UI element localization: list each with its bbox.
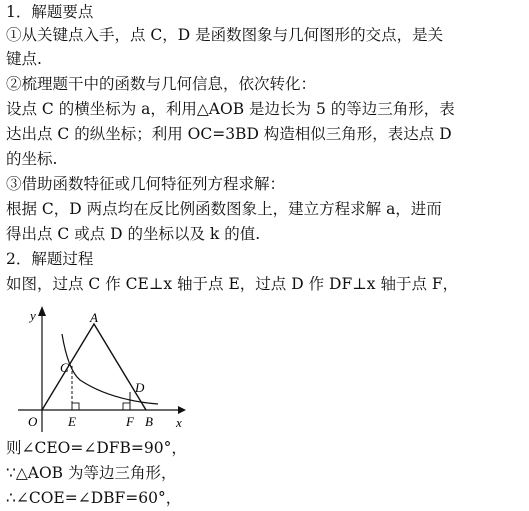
- label-e: E: [68, 414, 76, 429]
- right-angle-f: [123, 403, 130, 410]
- label-c: C: [60, 360, 69, 375]
- step-angles-90: 则∠CEO=∠DFB=90°，: [6, 439, 187, 457]
- point-3-detail-2: 得出点 C 或点 D 的坐标以及 k 的值.: [6, 225, 261, 243]
- point-2-detail-3: 的坐标.: [6, 150, 58, 168]
- point-3-detail-1: 根据 C，D 两点均在反比例函数图象上，建立方程求解 a，进而: [6, 200, 442, 218]
- process-intro: 如图，过点 C 作 CE⊥x 轴于点 E，过点 D 作 DF⊥x 轴于点 F，: [6, 275, 459, 293]
- point-1-text: ①从关键点入手，点 C，D 是函数图象与几何图形的交点，是关: [6, 26, 444, 44]
- point-3-text: ③借助函数特征或几何特征列方程求解：: [6, 175, 286, 193]
- label-x: x: [176, 415, 182, 430]
- step-angles-60: ∴∠COE=∠DBF=60°，: [6, 489, 182, 507]
- point-2-detail-2: 达出点 C 的纵坐标；利用 OC=3BD 构造相似三角形，表达点 D: [6, 125, 452, 143]
- right-angle-e: [72, 403, 79, 410]
- section-2-heading: 2．解题过程: [6, 250, 94, 268]
- point-1-text-cont: 键点.: [6, 50, 42, 68]
- x-axis-arrow: [178, 406, 186, 414]
- label-b: B: [145, 414, 153, 429]
- point-2-detail-1: 设点 C 的横坐标为 a，利用△AOB 是边长为 5 的等边三角形，表: [6, 100, 455, 118]
- y-axis-arrow: [38, 306, 46, 316]
- geometry-figure: [10, 300, 190, 440]
- label-y: y: [30, 308, 36, 323]
- label-a: A: [90, 310, 98, 325]
- label-o: O: [28, 414, 38, 429]
- point-2-text: ②梳理题干中的函数与几何信息，依次转化：: [6, 75, 317, 93]
- step-equilateral: ∵△AOB 为等边三角形，: [6, 464, 177, 482]
- label-f: F: [126, 414, 134, 429]
- label-d: D: [135, 380, 145, 395]
- section-1-heading: 1．解题要点: [6, 3, 94, 21]
